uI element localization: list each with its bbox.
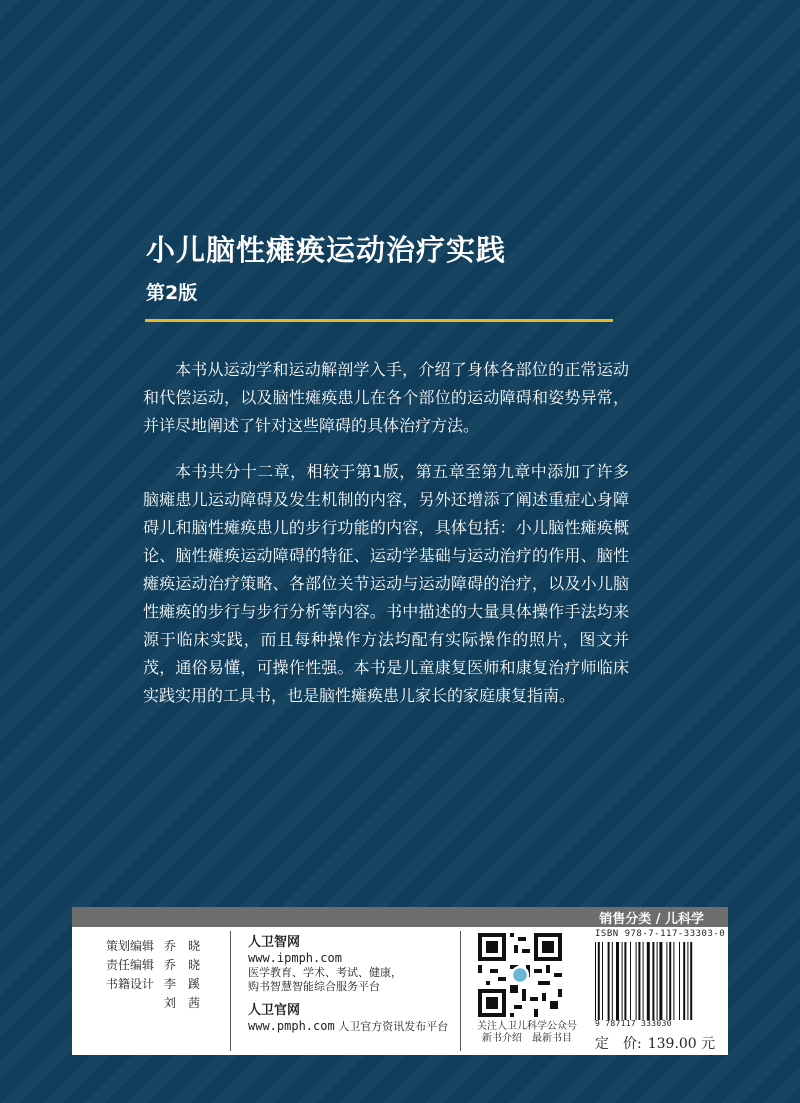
qr-caption xyxy=(472,1021,582,1045)
site-description: 购书智慧智能综合服务平台 xyxy=(248,980,380,993)
credit-row xyxy=(106,956,204,975)
credit-role: 书籍设计 xyxy=(106,977,155,991)
qr-caption-line: 关注人卫儿科学公众号 xyxy=(477,1021,577,1032)
credit-name: 刘 茜 xyxy=(164,996,201,1010)
accent-divider xyxy=(145,319,613,322)
credit-role xyxy=(106,994,164,1013)
book-description xyxy=(143,356,629,728)
credit-role: 责任编辑 xyxy=(106,958,155,972)
price xyxy=(595,1033,721,1053)
book-title: 小儿脑性瘫痪运动治疗实践 xyxy=(146,233,507,267)
description-paragraph-1: 本书从运动学和运动解剖学入手，介绍了身体各部位的正常运动和代偿运动，以及脑性瘫痪患儿在各个部位的运动障碍和姿势异常，并详尽地阐述了针对这些障碍的具体治疗方法。 xyxy=(143,360,629,435)
price-value: 139.00 元 xyxy=(647,1036,716,1052)
divider-line xyxy=(460,931,461,1051)
publication-info-box xyxy=(72,907,728,1055)
sales-category: 销售分类 / 儿科学 xyxy=(599,912,704,927)
qr-caption-line: 新书介绍 最新书目 xyxy=(482,1033,572,1044)
site-name: 人卫官网 xyxy=(248,1003,301,1018)
site-description: 医学教育、学术、考试、健康， xyxy=(248,966,402,979)
credit-name: 李 蹊 xyxy=(164,977,201,991)
description-paragraph-2: 本书共分十二章，相较于第1版，第五章至第九章中添加了许多脑瘫患儿运动障碍及发生机制的内容，另外还增添了阐述重症心身障碍儿和脑性瘫痪患儿的步行功能的内容，具体包括：小儿脑性瘫痪概论、脑性瘫痪运动障碍的特征、运动学基础与运动治疗的作用、脑性瘫痪运动治疗策略、各部位关节运动与运动障碍的治疗，以及小儿脑性瘫痪的步行与步行分析等内容。书中描述的大量具体操作手法均来源于临床实践，而且每种操作方法均配有实际操作的照片，图文并茂，通俗易懂，可操作性强。本书是儿童康复医师和康复治疗师临床实践实用的工具书，也是脑性瘫痪患儿家长的家庭康复指南。 xyxy=(143,462,629,705)
credit-row xyxy=(106,975,204,994)
price-label: 定 价: xyxy=(595,1036,642,1052)
site-description: 人卫官方资讯发布平台 xyxy=(338,1020,449,1033)
category-bar xyxy=(72,907,728,927)
website-ipmph xyxy=(248,935,402,994)
site-url[interactable]: www.ipmph.com xyxy=(248,951,342,965)
barcode-digits: 9 787117 333030 xyxy=(595,1019,672,1028)
isbn-number: ISBN 978-7-117-33303-0 xyxy=(595,929,726,939)
credit-role: 策划编辑 xyxy=(106,939,155,953)
credits-list xyxy=(106,937,204,1013)
barcode-block xyxy=(591,929,727,1053)
divider-line xyxy=(230,931,231,1051)
barcode-icon xyxy=(595,942,721,1020)
site-url[interactable]: www.pmph.com xyxy=(248,1019,335,1033)
book-edition: 第2版 xyxy=(146,282,198,304)
site-name: 人卫智网 xyxy=(248,935,301,950)
website-pmph xyxy=(248,1003,448,1034)
credit-name: 乔 晓 xyxy=(164,958,201,972)
qr-code-icon[interactable] xyxy=(478,933,562,1017)
credit-name: 乔 晓 xyxy=(164,939,201,953)
credit-row xyxy=(106,937,204,956)
site-url-line xyxy=(248,1019,448,1034)
credit-row xyxy=(106,994,204,1013)
